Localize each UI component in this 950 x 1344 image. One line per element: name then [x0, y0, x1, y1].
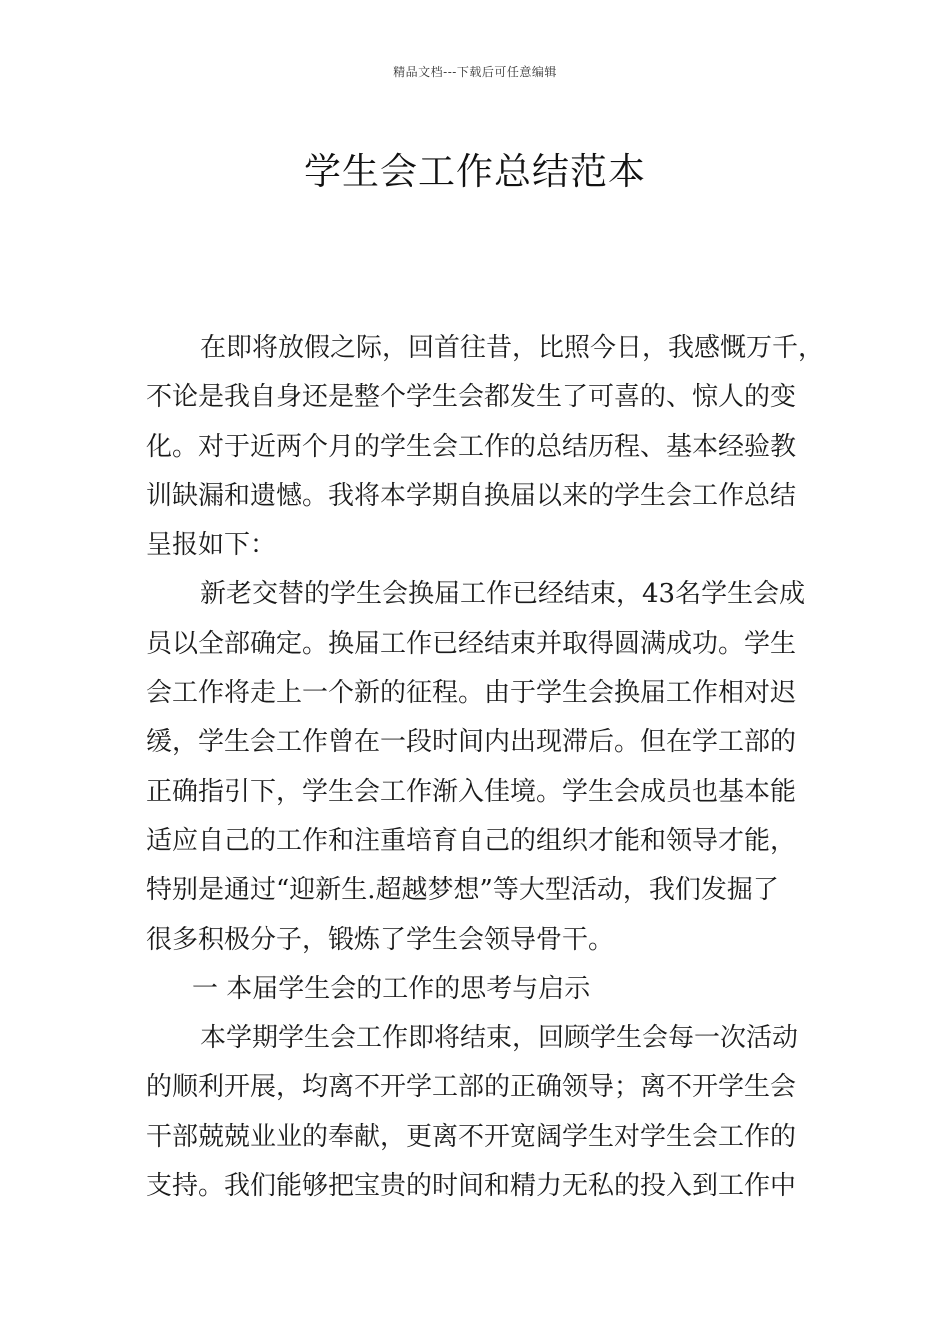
section-heading: 一 本届学生会的工作的思考与启示	[192, 973, 591, 1004]
paragraph-line: 缓，学生会工作曾在一段时间内出现滞后。但在学工部的	[146, 727, 797, 758]
paragraph-line: 本学期学生会工作即将结束，回顾学生会每一次活动	[200, 1023, 799, 1054]
paragraph-line: 特别是通过“迎新生.超越梦想”等大型活动，我们发掘了	[146, 875, 779, 906]
paragraph-line: 正确指引下，学生会工作渐入佳境。学生会成员也基本能	[146, 776, 797, 807]
paragraph-line: 新老交替的学生会换届工作已经结束，43名学生会成	[200, 579, 806, 610]
paragraph-line: 的顺利开展，均离不开学工部的正确领导；离不开学生会	[146, 1072, 797, 1103]
paragraph-line: 呈报如下：	[146, 530, 277, 561]
paragraph-line: 不论是我自身还是整个学生会都发生了可喜的、惊人的变	[146, 382, 797, 413]
paragraph-line: 适应自己的工作和注重培育自己的组织才能和领导才能，	[146, 825, 797, 856]
document-body	[146, 324, 846, 1211]
paragraph-line: 在即将放假之际，回首往昔，比照今日，我感慨万千，	[200, 333, 825, 363]
paragraph-line: 很多积极分子，锻炼了学生会领导骨干。	[146, 924, 615, 955]
paragraph-line: 干部兢兢业业的奉献，更离不开宽阔学生对学生会工作的	[146, 1121, 797, 1152]
paragraph-line: 员以全部确定。换届工作已经结束并取得圆满成功。学生	[146, 628, 797, 659]
header-note: 精品文档---下载后可任意编辑	[393, 65, 557, 79]
document-title: 学生会工作总结范本	[304, 149, 646, 193]
paragraph-line: 会工作将走上一个新的征程。由于学生会换届工作相对迟	[146, 678, 797, 709]
paragraph-line: 化。对于近两个月的学生会工作的总结历程、基本经验教	[146, 431, 797, 462]
paragraph-line: 支持。我们能够把宝贵的时间和精力无私的投入到工作中	[146, 1171, 797, 1202]
paragraph-line: 训缺漏和遗憾。我将本学期自换届以来的学生会工作总结	[146, 480, 797, 511]
